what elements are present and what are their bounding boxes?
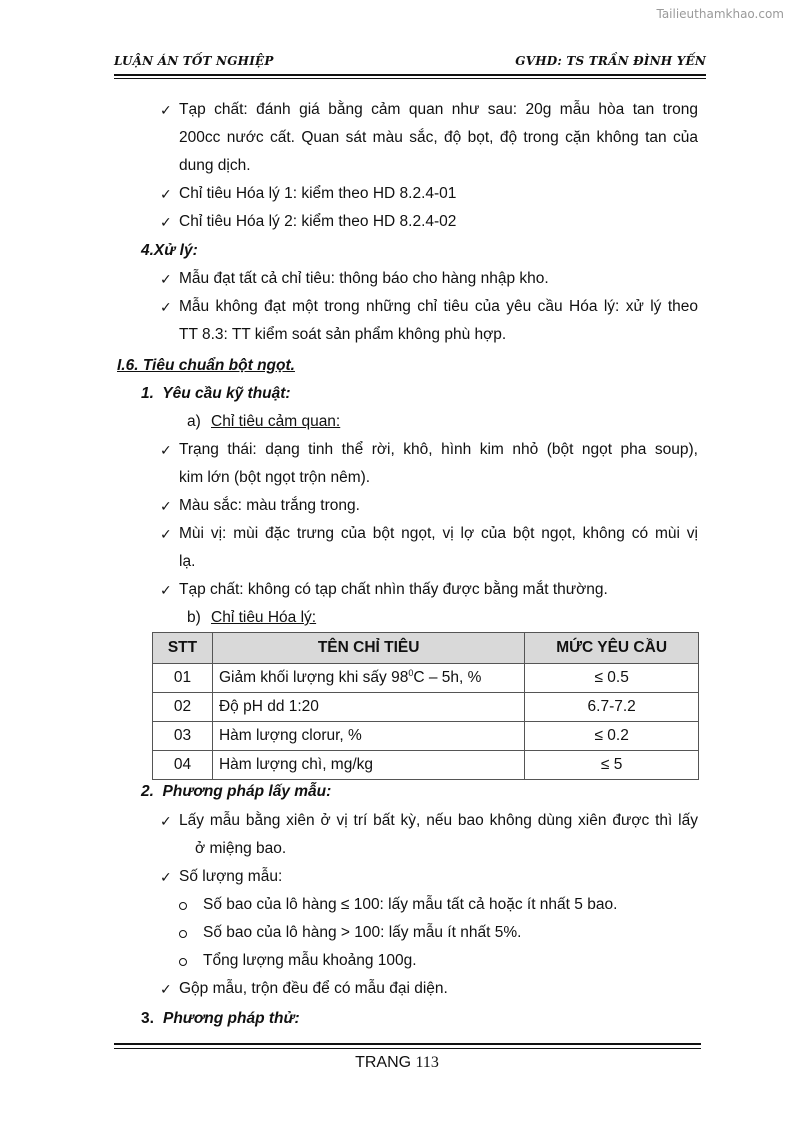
bullet-circle-icon bbox=[179, 930, 187, 938]
check-icon: ✓ bbox=[160, 981, 172, 997]
heading-3-title: Phương pháp thử: bbox=[163, 1010, 300, 1027]
table-row bbox=[153, 664, 699, 693]
page-label: TRANG bbox=[355, 1054, 412, 1071]
footer-divider-thin bbox=[114, 1048, 701, 1049]
cell-name-text: C – 5h, % bbox=[413, 669, 482, 686]
text-line: Tạp chất: đánh giá bằng cảm quan như sau: 20g mẫu hòa tan trong bbox=[179, 101, 698, 118]
check-icon: ✓ bbox=[160, 582, 172, 598]
check-icon: ✓ bbox=[160, 869, 172, 885]
header-left: LUẬN ÁN TỐT NGHIỆP bbox=[114, 54, 274, 68]
check-icon: ✓ bbox=[160, 214, 172, 230]
text-line: TT 8.3: TT kiểm soát sản phẩm không phù hợp. bbox=[179, 326, 507, 343]
text-line: Số bao của lô hàng > 100: lấy mẫu ít nhất 5%. bbox=[203, 924, 522, 941]
cell-value: ≤ 0.2 bbox=[525, 722, 699, 751]
text-line: Chỉ tiêu Hóa lý 1: kiểm theo HD 8.2.4-01 bbox=[179, 185, 457, 202]
subsection-heading: 2. Phương pháp lấy mẫu: bbox=[141, 783, 332, 800]
check-icon: ✓ bbox=[160, 498, 172, 514]
text-line: Trạng thái: dạng tinh thể rời, khô, hình kim nhỏ (bột ngọt pha soup), bbox=[179, 441, 698, 458]
section-heading: I.6. Tiêu chuẩn bột ngọt. bbox=[117, 357, 295, 374]
check-icon: ✓ bbox=[160, 102, 172, 118]
text-line: Gộp mẫu, trộn đều để có mẫu đại diện. bbox=[179, 980, 448, 997]
footer-divider bbox=[114, 1043, 701, 1045]
col-header-stt: STT bbox=[153, 633, 213, 664]
sub-b-marker: b) bbox=[187, 609, 201, 626]
sub-a-title: Chỉ tiêu cảm quan: bbox=[211, 413, 341, 430]
cell-value: ≤ 0.5 bbox=[525, 664, 699, 693]
col-header-value: MỨC YÊU CẦU bbox=[525, 633, 699, 664]
cell-stt: 02 bbox=[153, 693, 213, 722]
text-line: Mẫu không đạt một trong những chỉ tiêu của yêu cầu Hóa lý: xử lý theo bbox=[179, 298, 698, 315]
check-icon: ✓ bbox=[160, 813, 172, 829]
cell-name: Độ pH dd 1:20 bbox=[212, 693, 524, 722]
sub-a-marker: a) bbox=[187, 413, 201, 430]
cell-name: Hàm lượng clorur, % bbox=[212, 722, 524, 751]
cell-name bbox=[212, 664, 524, 693]
cell-value: ≤ 5 bbox=[525, 751, 699, 780]
bullet-circle-icon bbox=[179, 958, 187, 966]
text-line: Tạp chất: không có tạp chất nhìn thấy được bằng mắt thường. bbox=[179, 581, 608, 598]
table-row bbox=[153, 722, 699, 751]
check-icon: ✓ bbox=[160, 271, 172, 287]
text-line: Tổng lượng mẫu khoảng 100g. bbox=[203, 952, 417, 969]
text-line: Lấy mẫu bằng xiên ở vị trí bất kỳ, nếu bao không dùng xiên được thì lấy bbox=[179, 812, 698, 829]
page-footer bbox=[0, 1054, 794, 1072]
spec-table bbox=[152, 632, 699, 780]
table-header-row bbox=[153, 633, 699, 664]
superscript: 0 bbox=[408, 667, 414, 678]
subsection-heading: 1. Yêu cầu kỹ thuật: bbox=[141, 385, 291, 402]
watermark: Tailieuthamkhao.com bbox=[656, 7, 784, 21]
text-line: dung dịch. bbox=[179, 157, 251, 174]
cell-name-text: Giảm khối lượng khi sấy 98 bbox=[218, 669, 409, 686]
cell-stt: 03 bbox=[153, 722, 213, 751]
table-row bbox=[153, 693, 699, 722]
text-line: ở miệng bao. bbox=[195, 840, 287, 857]
check-icon: ✓ bbox=[160, 526, 172, 542]
page-number: 113 bbox=[415, 1054, 439, 1071]
check-icon: ✓ bbox=[160, 442, 172, 458]
text-line: 200cc nước cất. Quan sát màu sắc, độ bọt, độ trong cặn không tan của bbox=[179, 129, 698, 146]
text-line: kim lớn (bột ngọt trộn nêm). bbox=[179, 469, 371, 486]
heading-3-number: 3. bbox=[141, 1010, 154, 1027]
check-icon: ✓ bbox=[160, 186, 172, 202]
table-row bbox=[153, 751, 699, 780]
check-icon: ✓ bbox=[160, 299, 172, 315]
col-header-name: TÊN CHỈ TIÊU bbox=[212, 633, 524, 664]
cell-stt: 04 bbox=[153, 751, 213, 780]
text-line: Mẫu đạt tất cả chỉ tiêu: thông báo cho hàng nhập kho. bbox=[179, 270, 549, 287]
text-line: lạ. bbox=[179, 553, 196, 570]
header-right: GVHD: TS TRẦN ĐÌNH YẾN bbox=[515, 54, 706, 68]
bullet-circle-icon bbox=[179, 902, 187, 910]
text-line: Màu sắc: màu trắng trong. bbox=[179, 497, 360, 514]
sub-b-title: Chỉ tiêu Hóa lý: bbox=[211, 609, 317, 626]
text-line: Chỉ tiêu Hóa lý 2: kiểm theo HD 8.2.4-02 bbox=[179, 213, 457, 230]
cell-stt: 01 bbox=[153, 664, 213, 693]
text-line: Mùi vị: mùi đặc trưng của bột ngọt, vị lợ của bột ngọt, không có mùi vị bbox=[179, 525, 698, 542]
heading-xu-ly: 4.Xử lý: bbox=[141, 242, 198, 259]
text-line: Số lượng mẫu: bbox=[179, 868, 283, 885]
text-line: Số bao của lô hàng ≤ 100: lấy mẫu tất cả hoặc ít nhất 5 bao. bbox=[203, 896, 618, 913]
cell-name: Hàm lượng chì, mg/kg bbox=[212, 751, 524, 780]
cell-value: 6.7-7.2 bbox=[525, 693, 699, 722]
page-header bbox=[114, 50, 706, 76]
